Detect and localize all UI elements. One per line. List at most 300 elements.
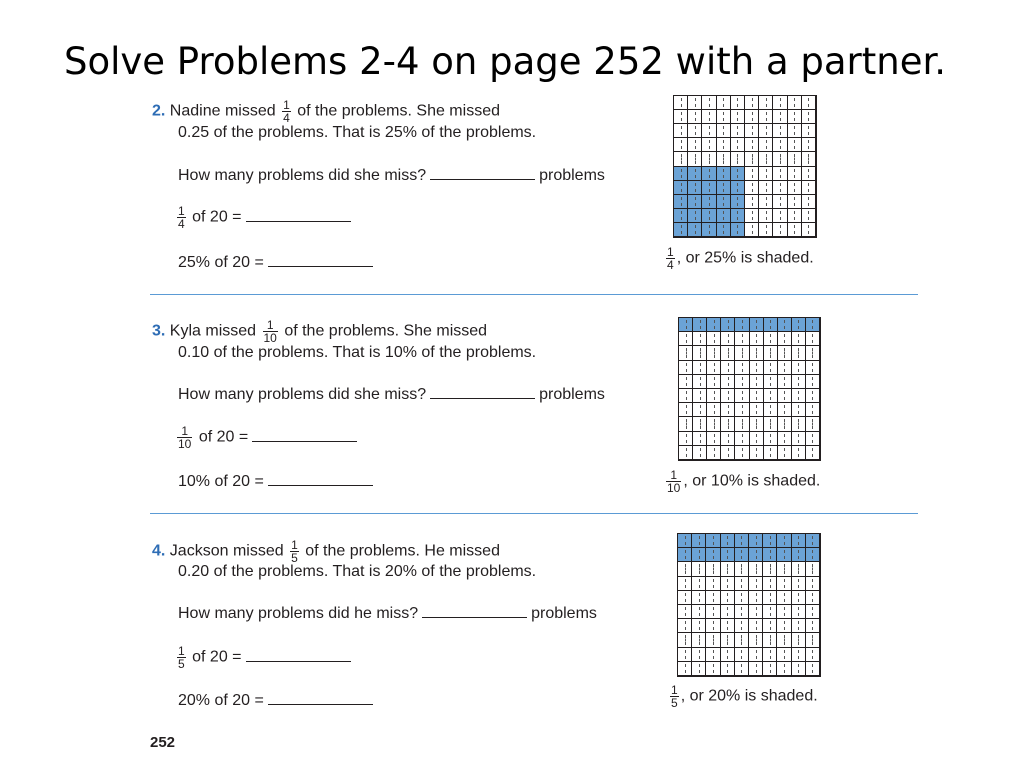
grid-cell [674, 167, 688, 181]
fraction: $\frac{1}{4}$ [667, 245, 674, 272]
grid-cell [777, 662, 791, 676]
question-line [178, 386, 605, 404]
question-text: How many problems did he miss? [178, 605, 419, 622]
grid-cell [745, 110, 759, 124]
grid-cell [678, 619, 692, 633]
grid-cell [707, 361, 721, 375]
answer-blank[interactable] [268, 265, 373, 267]
grid-cell [735, 548, 749, 562]
grid-cell [735, 446, 749, 460]
grid-cell [764, 446, 778, 460]
caption-text: , or 10% is shaded. [683, 472, 821, 490]
grid-cell [721, 648, 735, 662]
question-line [178, 167, 605, 185]
grid-cell [759, 96, 773, 110]
grid-cell [792, 417, 806, 431]
grid-cell [674, 223, 688, 237]
grid-cell [707, 375, 721, 389]
grid-cell [735, 591, 749, 605]
grid-cell [806, 318, 820, 332]
grid-cell [731, 110, 745, 124]
grid-cell [717, 96, 731, 110]
grid-cell [702, 110, 716, 124]
fraction: $\frac{1}{5}$ [671, 683, 678, 710]
grid-cell [777, 591, 791, 605]
grid-cell [792, 432, 806, 446]
grid-cell [745, 138, 759, 152]
grid-cell [735, 417, 749, 431]
grid-cell [721, 432, 735, 446]
grid-cell [678, 605, 692, 619]
grid-cell [706, 619, 720, 633]
grid-cell [679, 432, 693, 446]
grid-cell [692, 534, 706, 548]
grid-cell [792, 648, 806, 662]
fraction-of-line [175, 425, 361, 450]
grid-cell [735, 562, 749, 576]
grid-cell [773, 181, 787, 195]
grid-cell [717, 110, 731, 124]
grid-cell [745, 181, 759, 195]
grid-cell [806, 605, 820, 619]
grid-cell [763, 662, 777, 676]
grid-cell [806, 619, 820, 633]
grid-cell [759, 110, 773, 124]
question-text: How many problems did she miss? [178, 167, 427, 184]
grid-cell [707, 446, 721, 460]
grid-cell [674, 124, 688, 138]
grid-cell [802, 223, 816, 237]
grid-cell [749, 633, 763, 647]
grid-cell [802, 138, 816, 152]
grid-cell [702, 96, 716, 110]
grid-cell [731, 167, 745, 181]
grid-cell [706, 577, 720, 591]
grid-cell [750, 375, 764, 389]
grid-cell [693, 417, 707, 431]
grid-cell [788, 195, 802, 209]
intro-text: Kyla missed [169, 322, 257, 340]
grid-cell [777, 633, 791, 647]
grid-cell [792, 332, 806, 346]
grid-cell [749, 548, 763, 562]
grid-cell [792, 534, 806, 548]
grid-cell [764, 332, 778, 346]
grid-cell [792, 577, 806, 591]
grid-cell [679, 375, 693, 389]
grid-cell [788, 167, 802, 181]
grid-cell [731, 181, 745, 195]
problem-intro [152, 319, 487, 344]
grid-cell [674, 110, 688, 124]
grid-cell [706, 591, 720, 605]
grid-cell [802, 96, 816, 110]
grid-cell [678, 591, 692, 605]
unit-text: problems [531, 605, 597, 622]
grid-cell [693, 346, 707, 360]
grid-cell [702, 181, 716, 195]
grid-cell [707, 432, 721, 446]
grid-cell [792, 662, 806, 676]
intro-text-2: of the problems. He missed [305, 542, 500, 560]
grid-cell [721, 562, 735, 576]
grid-cell [777, 548, 791, 562]
grid-cell [763, 648, 777, 662]
grid-caption [668, 684, 818, 709]
grid-cell [721, 577, 735, 591]
grid-cell [688, 124, 702, 138]
grid-cell [778, 318, 792, 332]
grid-cell [731, 152, 745, 166]
grid-cell [702, 195, 716, 209]
percent-line [178, 692, 377, 710]
grid-cell [792, 633, 806, 647]
grid-cell [788, 138, 802, 152]
grid-cell [749, 562, 763, 576]
grid-cell [721, 346, 735, 360]
grid-cell [692, 548, 706, 562]
grid-cell [806, 361, 820, 375]
grid-cell [792, 318, 806, 332]
intro-text: Jackson missed [169, 542, 284, 560]
grid-cell [763, 591, 777, 605]
grid-cell [707, 389, 721, 403]
grid-cell [707, 346, 721, 360]
grid-cell [735, 534, 749, 548]
grid-cell [773, 167, 787, 181]
grid-cell [806, 432, 820, 446]
grid-cell [679, 389, 693, 403]
grid-cell [749, 648, 763, 662]
grid-cell [764, 375, 778, 389]
grid-cell [750, 361, 764, 375]
grid-cell [750, 318, 764, 332]
grid-cell [674, 138, 688, 152]
grid-cell [750, 346, 764, 360]
grid-cell [692, 662, 706, 676]
grid-cell [777, 577, 791, 591]
grid-cell [693, 389, 707, 403]
divider [150, 294, 918, 295]
grid-cell [692, 605, 706, 619]
of-text: of 20 = [192, 648, 242, 666]
grid-cell [792, 375, 806, 389]
grid-cell [688, 195, 702, 209]
grid-cell [788, 96, 802, 110]
grid-cell [764, 403, 778, 417]
grid-cell [806, 417, 820, 431]
grid-cell [678, 633, 692, 647]
of-text: of 20 = [192, 208, 242, 226]
grid-cell [759, 167, 773, 181]
grid-cell [759, 223, 773, 237]
grid-cell [745, 152, 759, 166]
grid-cell [735, 403, 749, 417]
grid-cell [777, 605, 791, 619]
grid-cell [735, 605, 749, 619]
unit-text: problems [539, 386, 605, 403]
grid-cell [721, 375, 735, 389]
fraction: $\frac{1}{5}$ [291, 538, 298, 565]
grid-cell [750, 446, 764, 460]
grid-cell [792, 591, 806, 605]
grid-cell [802, 209, 816, 223]
grid-cell [678, 534, 692, 548]
grid-cell [706, 662, 720, 676]
grid-cell [693, 375, 707, 389]
grid-cell [731, 138, 745, 152]
grid-cell [745, 223, 759, 237]
percent-line [178, 254, 377, 272]
grid-cell [717, 152, 731, 166]
fraction-of-line [175, 645, 355, 670]
grid-cell [773, 96, 787, 110]
answer-blank[interactable] [430, 397, 535, 399]
grid-cell [692, 591, 706, 605]
grid-cell [735, 432, 749, 446]
question-line [178, 605, 597, 623]
caption-text: , or 25% is shaded. [676, 249, 814, 267]
grid-cell [788, 181, 802, 195]
grid-cell [717, 181, 731, 195]
grid-cell [749, 534, 763, 548]
grid-cell [778, 403, 792, 417]
grid-cell [806, 534, 820, 548]
grid-cell [721, 361, 735, 375]
grid-cell [706, 562, 720, 576]
grid-cell [750, 389, 764, 403]
grid-cell [731, 209, 745, 223]
grid-cell [717, 223, 731, 237]
fraction: $\frac{1}{4}$ [283, 98, 290, 125]
answer-blank[interactable] [252, 440, 357, 442]
problem-number: 3. [152, 322, 166, 340]
answer-blank[interactable] [246, 220, 351, 222]
grid-cell [777, 648, 791, 662]
grid-cell [674, 209, 688, 223]
grid-cell [717, 167, 731, 181]
grid-cell [731, 124, 745, 138]
problem-line2: 0.20 of the problems. That is 20% of the problems. [178, 563, 537, 580]
grid-cell [806, 403, 820, 417]
grid-cell [688, 167, 702, 181]
grid-cell [802, 195, 816, 209]
grid-cell [745, 195, 759, 209]
grid-cell [764, 389, 778, 403]
grid-cell [679, 318, 693, 332]
grid-cell [764, 361, 778, 375]
grid-cell [763, 605, 777, 619]
grid-cell [688, 223, 702, 237]
grid-cell [773, 152, 787, 166]
grid-cell [679, 446, 693, 460]
hundred-grid [677, 533, 821, 677]
grid-cell [745, 96, 759, 110]
grid-cell [788, 209, 802, 223]
grid-cell [763, 534, 777, 548]
grid-cell [679, 332, 693, 346]
grid-cell [806, 633, 820, 647]
grid-cell [788, 152, 802, 166]
grid-cell [788, 110, 802, 124]
fraction: $\frac{1}{10}$ [667, 468, 681, 495]
answer-blank[interactable] [430, 178, 535, 180]
grid-cell [679, 403, 693, 417]
caption-text: , or 20% is shaded. [680, 687, 818, 705]
grid-cell [764, 318, 778, 332]
grid-cell [778, 432, 792, 446]
grid-cell [706, 548, 720, 562]
fraction: $\frac{1}{10}$ [178, 424, 192, 451]
grid-cell [702, 138, 716, 152]
grid-cell [806, 662, 820, 676]
grid-cell [679, 346, 693, 360]
grid-caption [664, 469, 820, 494]
grid-cell [749, 577, 763, 591]
grid-cell [679, 417, 693, 431]
grid-cell [745, 209, 759, 223]
grid-cell [721, 633, 735, 647]
grid-cell [721, 619, 735, 633]
grid-cell [778, 389, 792, 403]
grid-cell [806, 648, 820, 662]
grid-cell [792, 389, 806, 403]
grid-cell [759, 209, 773, 223]
grid-cell [702, 223, 716, 237]
percent-text: 25% of 20 = [178, 254, 264, 271]
problem-intro [152, 99, 500, 124]
grid-cell [692, 577, 706, 591]
grid-cell [717, 138, 731, 152]
grid-cell [792, 403, 806, 417]
grid-cell [692, 562, 706, 576]
grid-cell [806, 446, 820, 460]
grid-cell [802, 167, 816, 181]
grid-cell [792, 562, 806, 576]
grid-cell [692, 648, 706, 662]
grid-cell [735, 662, 749, 676]
grid-cell [763, 562, 777, 576]
grid-cell [750, 417, 764, 431]
grid-cell [749, 591, 763, 605]
problem-number: 4. [152, 542, 166, 560]
grid-cell [735, 375, 749, 389]
grid-cell [792, 619, 806, 633]
grid-cell [788, 223, 802, 237]
answer-blank[interactable] [246, 660, 351, 662]
grid-cell [735, 648, 749, 662]
fraction: $\frac{1}{10}$ [263, 318, 277, 345]
question-text: How many problems did she miss? [178, 386, 427, 403]
grid-cell [721, 332, 735, 346]
fraction-of-line [175, 205, 355, 230]
grid-cell [717, 124, 731, 138]
grid-cell [764, 417, 778, 431]
grid-cell [721, 534, 735, 548]
grid-cell [806, 548, 820, 562]
grid-cell [806, 375, 820, 389]
grid-cell [693, 318, 707, 332]
grid-cell [693, 446, 707, 460]
grid-cell [764, 346, 778, 360]
grid-cell [777, 534, 791, 548]
grid-cell [721, 605, 735, 619]
grid-cell [706, 648, 720, 662]
grid-cell [773, 195, 787, 209]
grid-cell [721, 446, 735, 460]
grid-cell [707, 403, 721, 417]
answer-blank[interactable] [268, 703, 373, 705]
grid-cell [693, 332, 707, 346]
grid-cell [688, 138, 702, 152]
grid-cell [706, 633, 720, 647]
grid-cell [792, 346, 806, 360]
grid-cell [721, 548, 735, 562]
grid-cell [735, 633, 749, 647]
grid-cell [707, 417, 721, 431]
grid-cell [707, 332, 721, 346]
of-text: of 20 = [198, 428, 249, 446]
grid-cell [778, 417, 792, 431]
grid-cell [688, 152, 702, 166]
grid-cell [688, 181, 702, 195]
grid-cell [693, 361, 707, 375]
grid-cell [735, 577, 749, 591]
grid-cell [759, 152, 773, 166]
grid-cell [773, 209, 787, 223]
grid-cell [759, 195, 773, 209]
grid-cell [717, 195, 731, 209]
grid-cell [802, 181, 816, 195]
grid-cell [773, 124, 787, 138]
grid-cell [806, 591, 820, 605]
grid-cell [721, 389, 735, 403]
grid-cell [773, 223, 787, 237]
grid-cell [702, 209, 716, 223]
grid-cell [702, 124, 716, 138]
grid-cell [674, 181, 688, 195]
answer-blank[interactable] [268, 484, 373, 486]
grid-cell [706, 534, 720, 548]
grid-cell [735, 361, 749, 375]
grid-cell [750, 432, 764, 446]
grid-cell [750, 332, 764, 346]
grid-caption [664, 246, 814, 271]
grid-cell [806, 389, 820, 403]
grid-cell [788, 124, 802, 138]
grid-cell [678, 662, 692, 676]
grid-cell [735, 619, 749, 633]
divider [150, 513, 918, 514]
fraction: $\frac{1}{4}$ [178, 204, 185, 231]
grid-cell [750, 403, 764, 417]
intro-text-2: of the problems. She missed [297, 102, 500, 120]
grid-cell [764, 432, 778, 446]
grid-cell [802, 124, 816, 138]
grid-cell [778, 361, 792, 375]
problem-line2: 0.10 of the problems. That is 10% of the problems. [178, 344, 537, 361]
grid-cell [759, 124, 773, 138]
grid-cell [806, 346, 820, 360]
grid-cell [735, 346, 749, 360]
grid-cell [674, 195, 688, 209]
grid-cell [745, 124, 759, 138]
grid-cell [731, 223, 745, 237]
grid-cell [707, 318, 721, 332]
grid-cell [693, 432, 707, 446]
grid-cell [674, 152, 688, 166]
answer-blank[interactable] [422, 616, 527, 618]
